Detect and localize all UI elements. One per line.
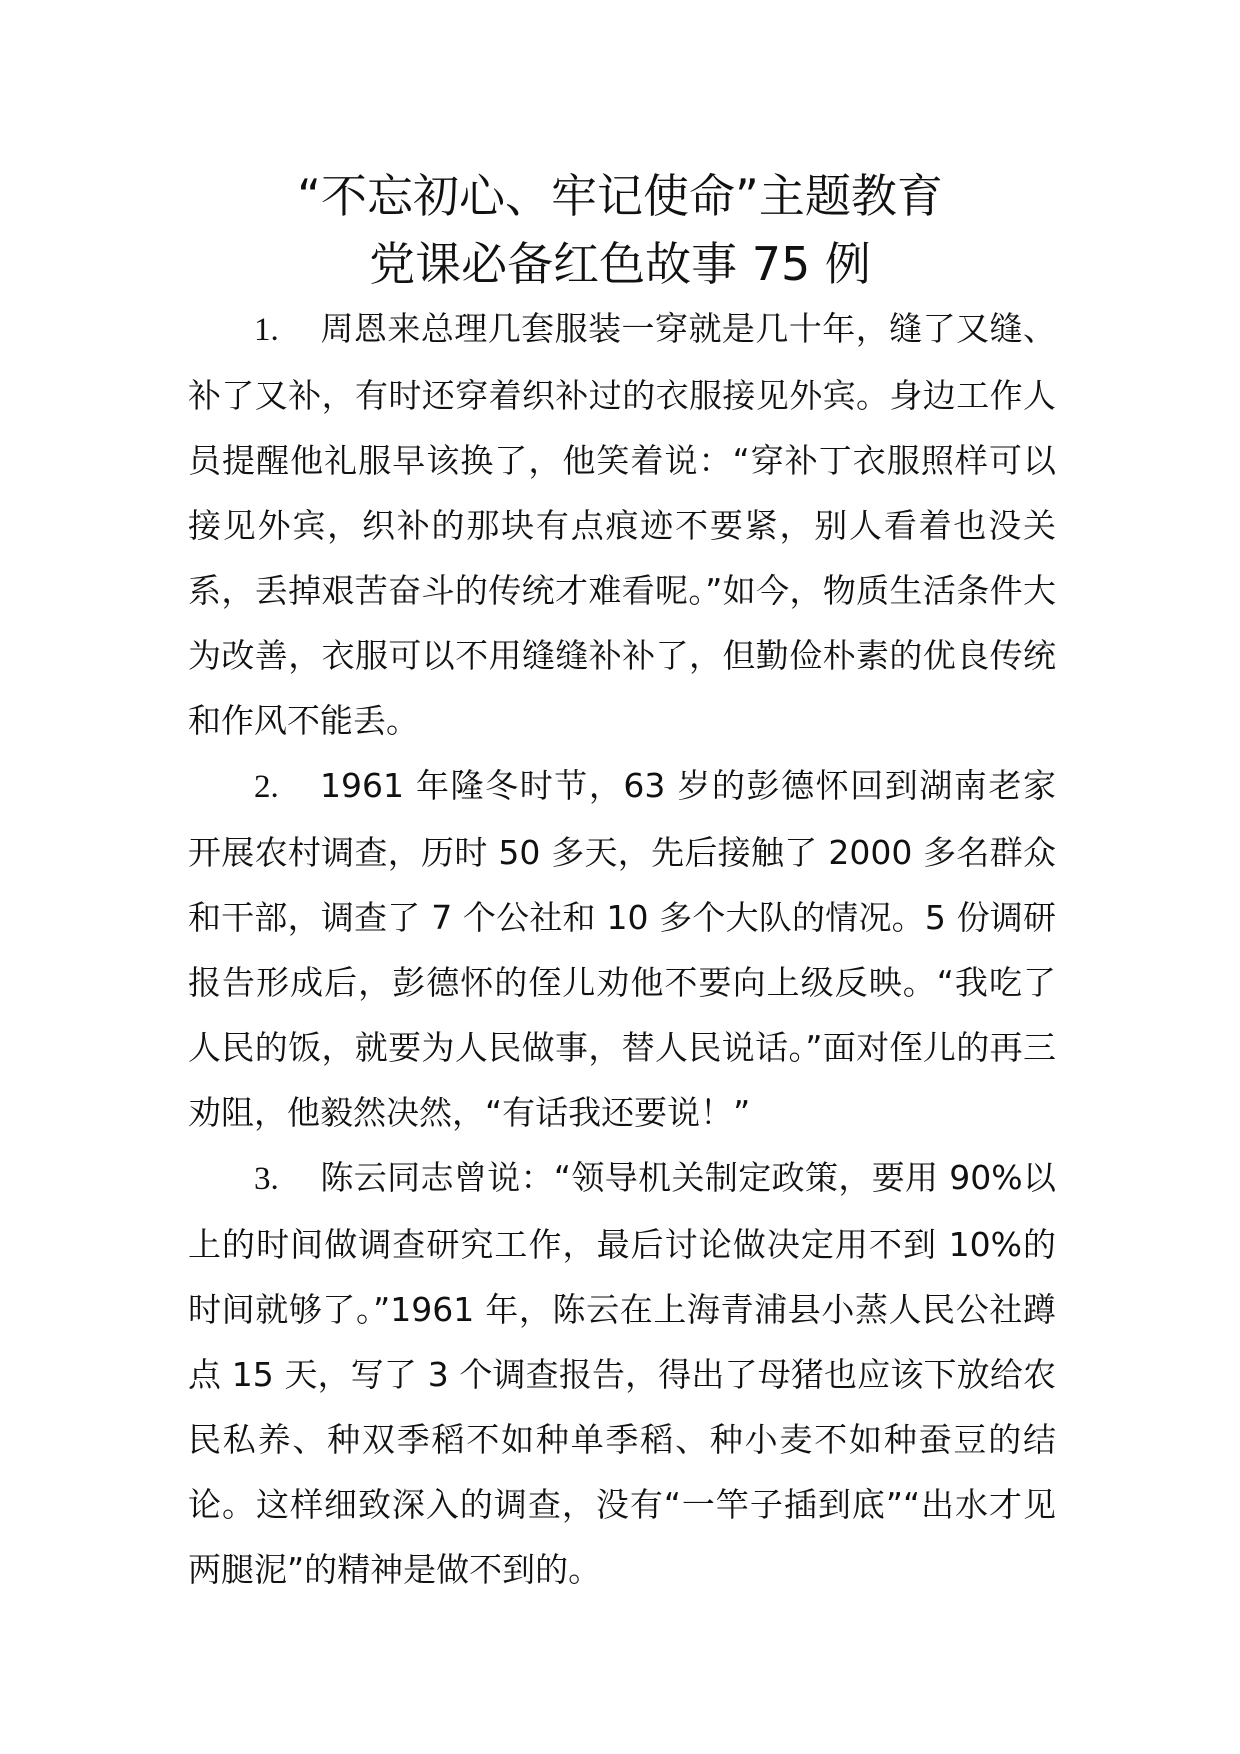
story-number: 1.: [254, 312, 279, 348]
document-title-line-2: 党课必备红色故事 75 例: [369, 237, 871, 291]
story-number: 3.: [254, 1161, 279, 1197]
document-title-line-1: “不忘初心、牢记使命”主题教育: [297, 169, 943, 223]
story-number: 2.: [254, 769, 279, 805]
story-paragraph-1: [188, 296, 1056, 753]
story-paragraph-3: [188, 1145, 1056, 1602]
document-body: [188, 296, 1056, 1602]
story-text: 陈云同志曾说：“领导机关制定政策，要用 90%以上的时间做调查研究工作，最后讨论做决定用不到 10%的时间就够了。”1961 年，陈云在上海青浦县小蒸人民公社蹲点 15 天，写了 3 个调查报告，得出了母猪也应该下放给农民私养、种双季稻不如种单季稻、种小麦不如种蚕豆的结论。这样细致深入的调查，没有“一竿子插到底”“出水才见两腿泥”的精神是做不到的。: [188, 1158, 1056, 1589]
story-text: 1961 年隆冬时节，63 岁的彭德怀回到湖南老家开展农村调查，历时 50 多天，先后接触了 2000 多名群众和干部，调查了 7 个公社和 10 多个大队的情况。5 份调研报告形成后，彭德怀的侄儿劝他不要向上级反映。“我吃了人民的饭，就要为人民做事，替人民说话。”面对侄儿的再三劝阻，他毅然决然，“有话我还要说！”: [188, 766, 1056, 1132]
story-paragraph-2: [188, 753, 1056, 1145]
story-text: 周恩来总理几套服装一穿就是几十年，缝了又缝、补了又补，有时还穿着织补过的衣服接见外宾。身边工作人员提醒他礼服早该换了，他笑着说：“穿补丁衣服照样可以接见外宾，织补的那块有点痕迹不要紧，别人看着也没关系，丢掉艰苦奋斗的传统才难看呢。”如今，物质生活条件大为改善，衣服可以不用缝缝补补了，但勤俭朴素的优良传统和作风不能丢。: [188, 309, 1056, 740]
